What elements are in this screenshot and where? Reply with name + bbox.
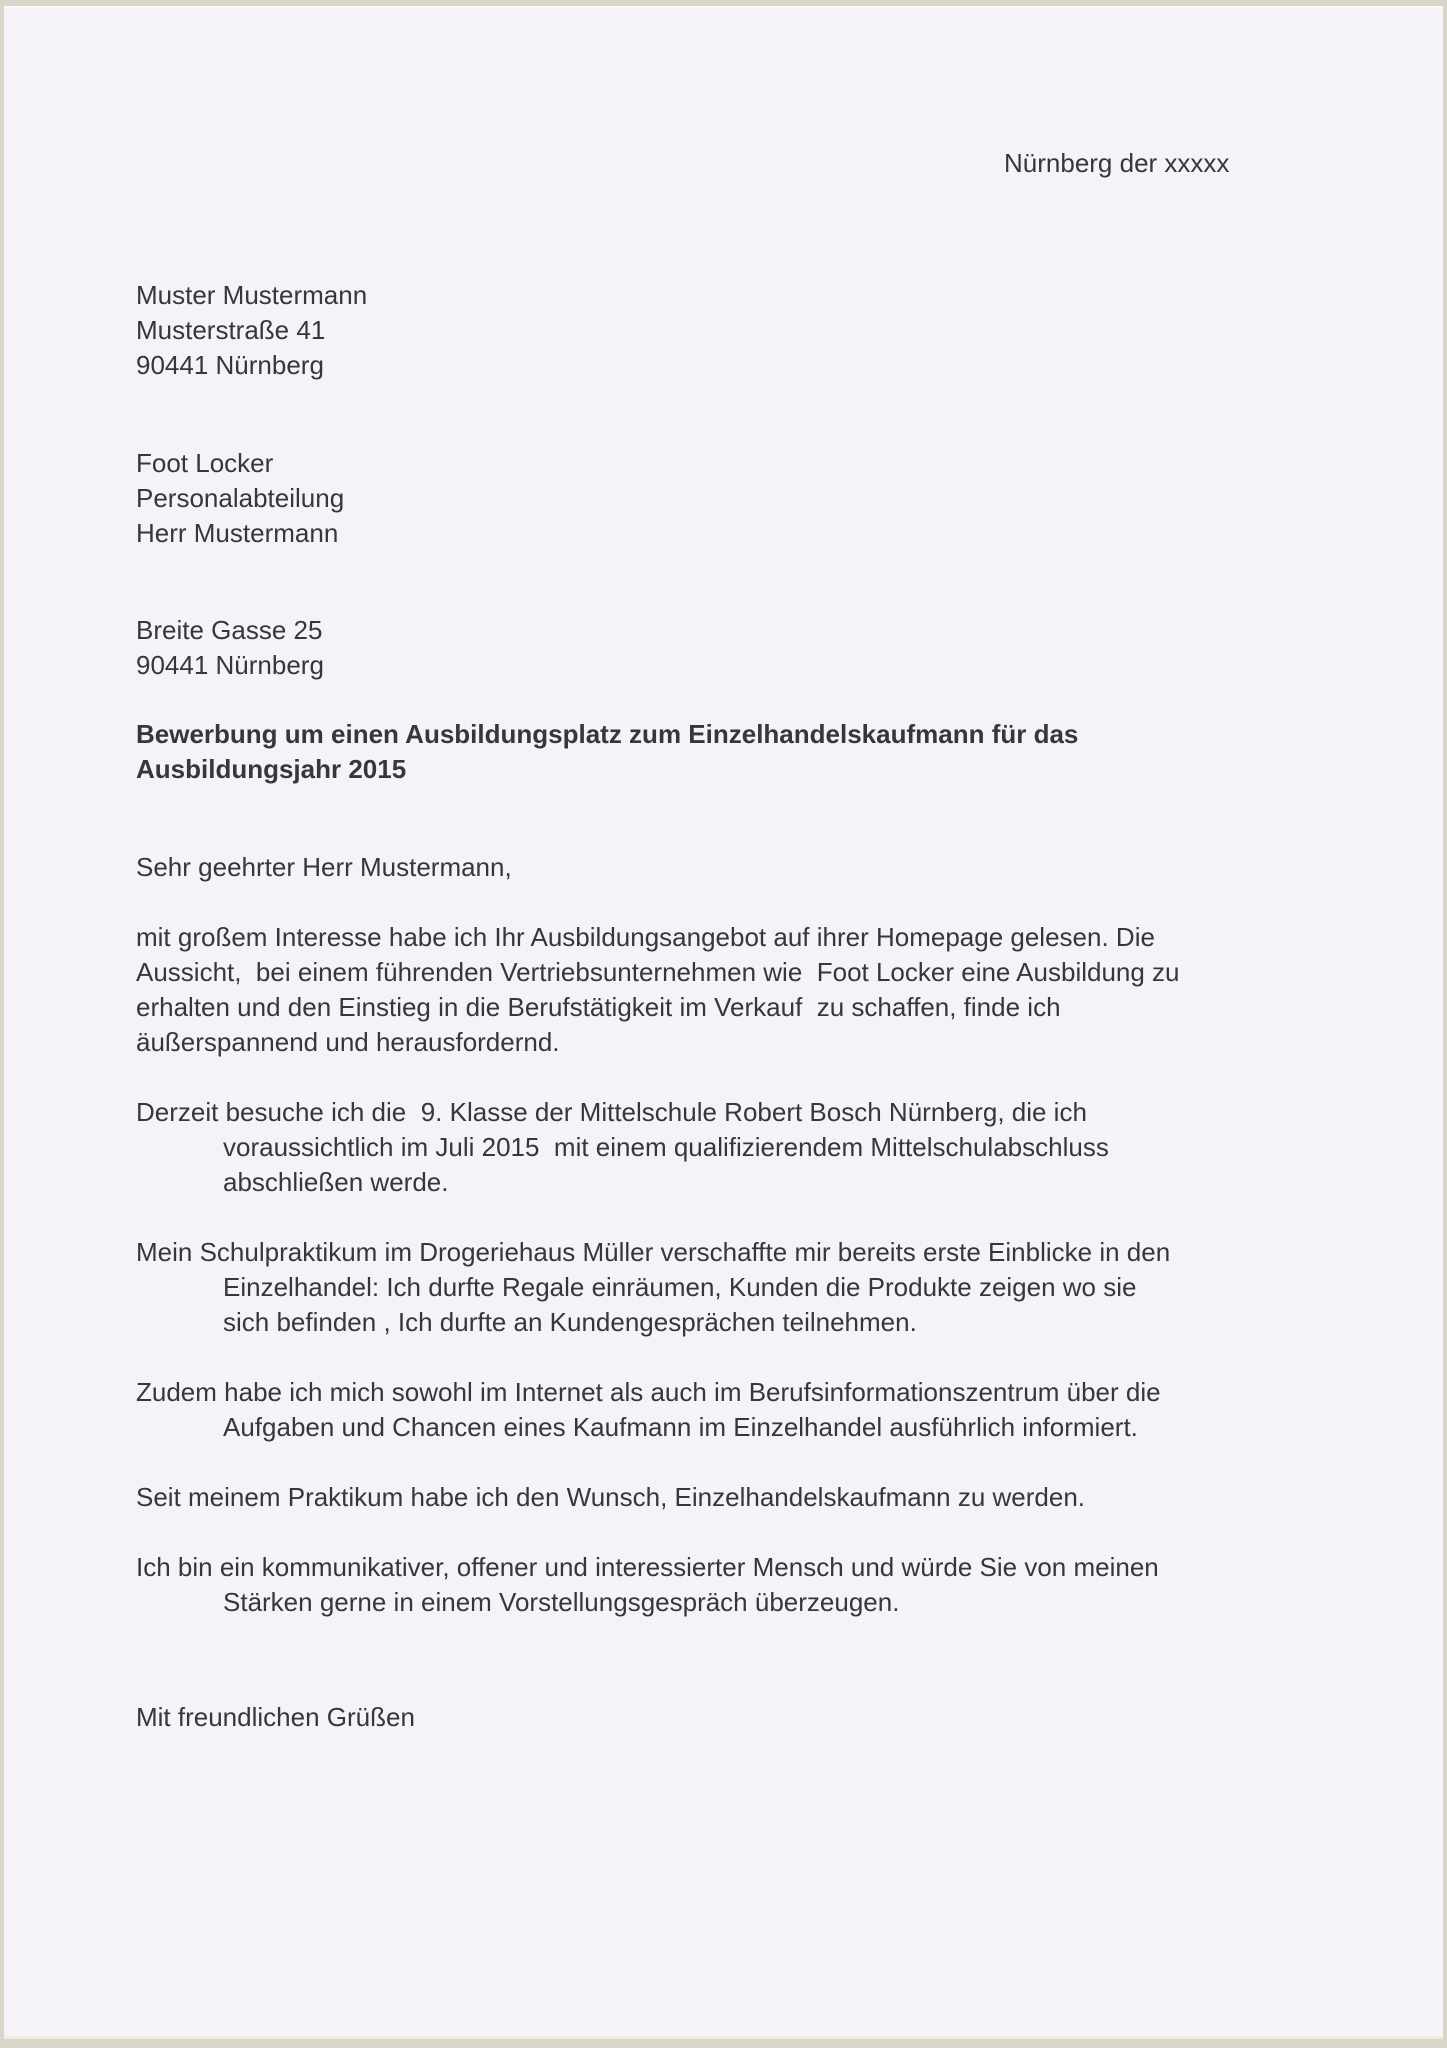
letter-line: abschließen werde. <box>223 1167 449 1197</box>
recipient-company: Foot Locker <box>136 448 274 478</box>
sender-address <box>136 278 367 383</box>
sender-street: Musterstraße 41 <box>136 315 326 345</box>
letter-line: Zudem habe ich mich sowohl im Internet als auch im Berufsinformationszentrum über die <box>136 1377 1161 1407</box>
subject-line-2: Ausbildungsjahr 2015 <box>136 754 407 784</box>
letter-line: erhalten und den Einstieg in die Berufstätigkeit im Verkauf zu schaffen, finde ich <box>136 992 1061 1022</box>
paragraph-4 <box>136 1375 1161 1445</box>
recipient-department: Personalabteilung <box>136 483 345 513</box>
letter-line: Ich bin ein kommunikativer, offener und interessierter Mensch und würde Sie von meinen <box>136 1552 1159 1582</box>
salutation-text: Sehr geehrter Herr Mustermann, <box>136 852 512 882</box>
closing-text: Mit freundlichen Grüßen <box>136 1702 415 1732</box>
letter-line: voraussichtlich im Juli 2015 mit einem qualifizierendem Mittelschulabschluss <box>223 1132 1109 1162</box>
recipient-contact: Herr Mustermann <box>136 518 339 548</box>
paragraph-2 <box>136 1095 1109 1200</box>
letter-line: äußerspannend und herausfordernd. <box>136 1027 560 1057</box>
recipient-street: Breite Gasse 25 <box>136 615 323 645</box>
letter-line: mit großem Interesse habe ich Ihr Ausbildungsangebot auf ihrer Homepage gelesen. Die <box>136 922 1155 952</box>
letter-line: Derzeit besuche ich die 9. Klasse der Mittelschule Robert Bosch Nürnberg, die ich <box>136 1097 1087 1127</box>
letter-line: sich befinden , Ich durfte an Kundengesprächen teilnehmen. <box>223 1307 917 1337</box>
paragraph-5 <box>136 1480 1085 1515</box>
letter-line: Einzelhandel: Ich durfte Regale einräumen, Kunden die Produkte zeigen wo sie <box>223 1272 1137 1302</box>
subject-line-1: Bewerbung um einen Ausbildungsplatz zum Einzelhandelskaufmann für das <box>136 719 1079 749</box>
letter-line: Aufgaben und Chancen eines Kaufmann im Einzelhandel ausführlich informiert. <box>223 1412 1138 1442</box>
paragraph-6 <box>136 1550 1159 1620</box>
letter-line: Seit meinem Praktikum habe ich den Wunsch, Einzelhandelskaufmann zu werden. <box>136 1482 1086 1512</box>
salutation <box>136 850 512 885</box>
date-line-text: Nürnberg der xxxxx <box>1004 148 1230 178</box>
recipient-city: 90441 Nürnberg <box>136 650 324 680</box>
date-line <box>1004 146 1229 181</box>
paragraph-3 <box>136 1235 1170 1340</box>
letter-line: Stärken gerne in einem Vorstellungsgespräch überzeugen. <box>223 1587 900 1617</box>
sender-name: Muster Mustermann <box>136 280 368 310</box>
letter-line: Mein Schulpraktikum im Drogeriehaus Müller verschaffte mir bereits erste Einblicke in den <box>136 1237 1171 1267</box>
closing <box>136 1700 415 1735</box>
paragraph-1 <box>136 920 1180 1060</box>
recipient-address <box>136 613 324 683</box>
subject-line <box>136 717 1078 787</box>
recipient-block <box>136 446 344 551</box>
letter-line: Aussicht, bei einem führenden Vertriebsunternehmen wie Foot Locker eine Ausbildung zu <box>136 957 1180 987</box>
sender-city: 90441 Nürnberg <box>136 350 324 380</box>
